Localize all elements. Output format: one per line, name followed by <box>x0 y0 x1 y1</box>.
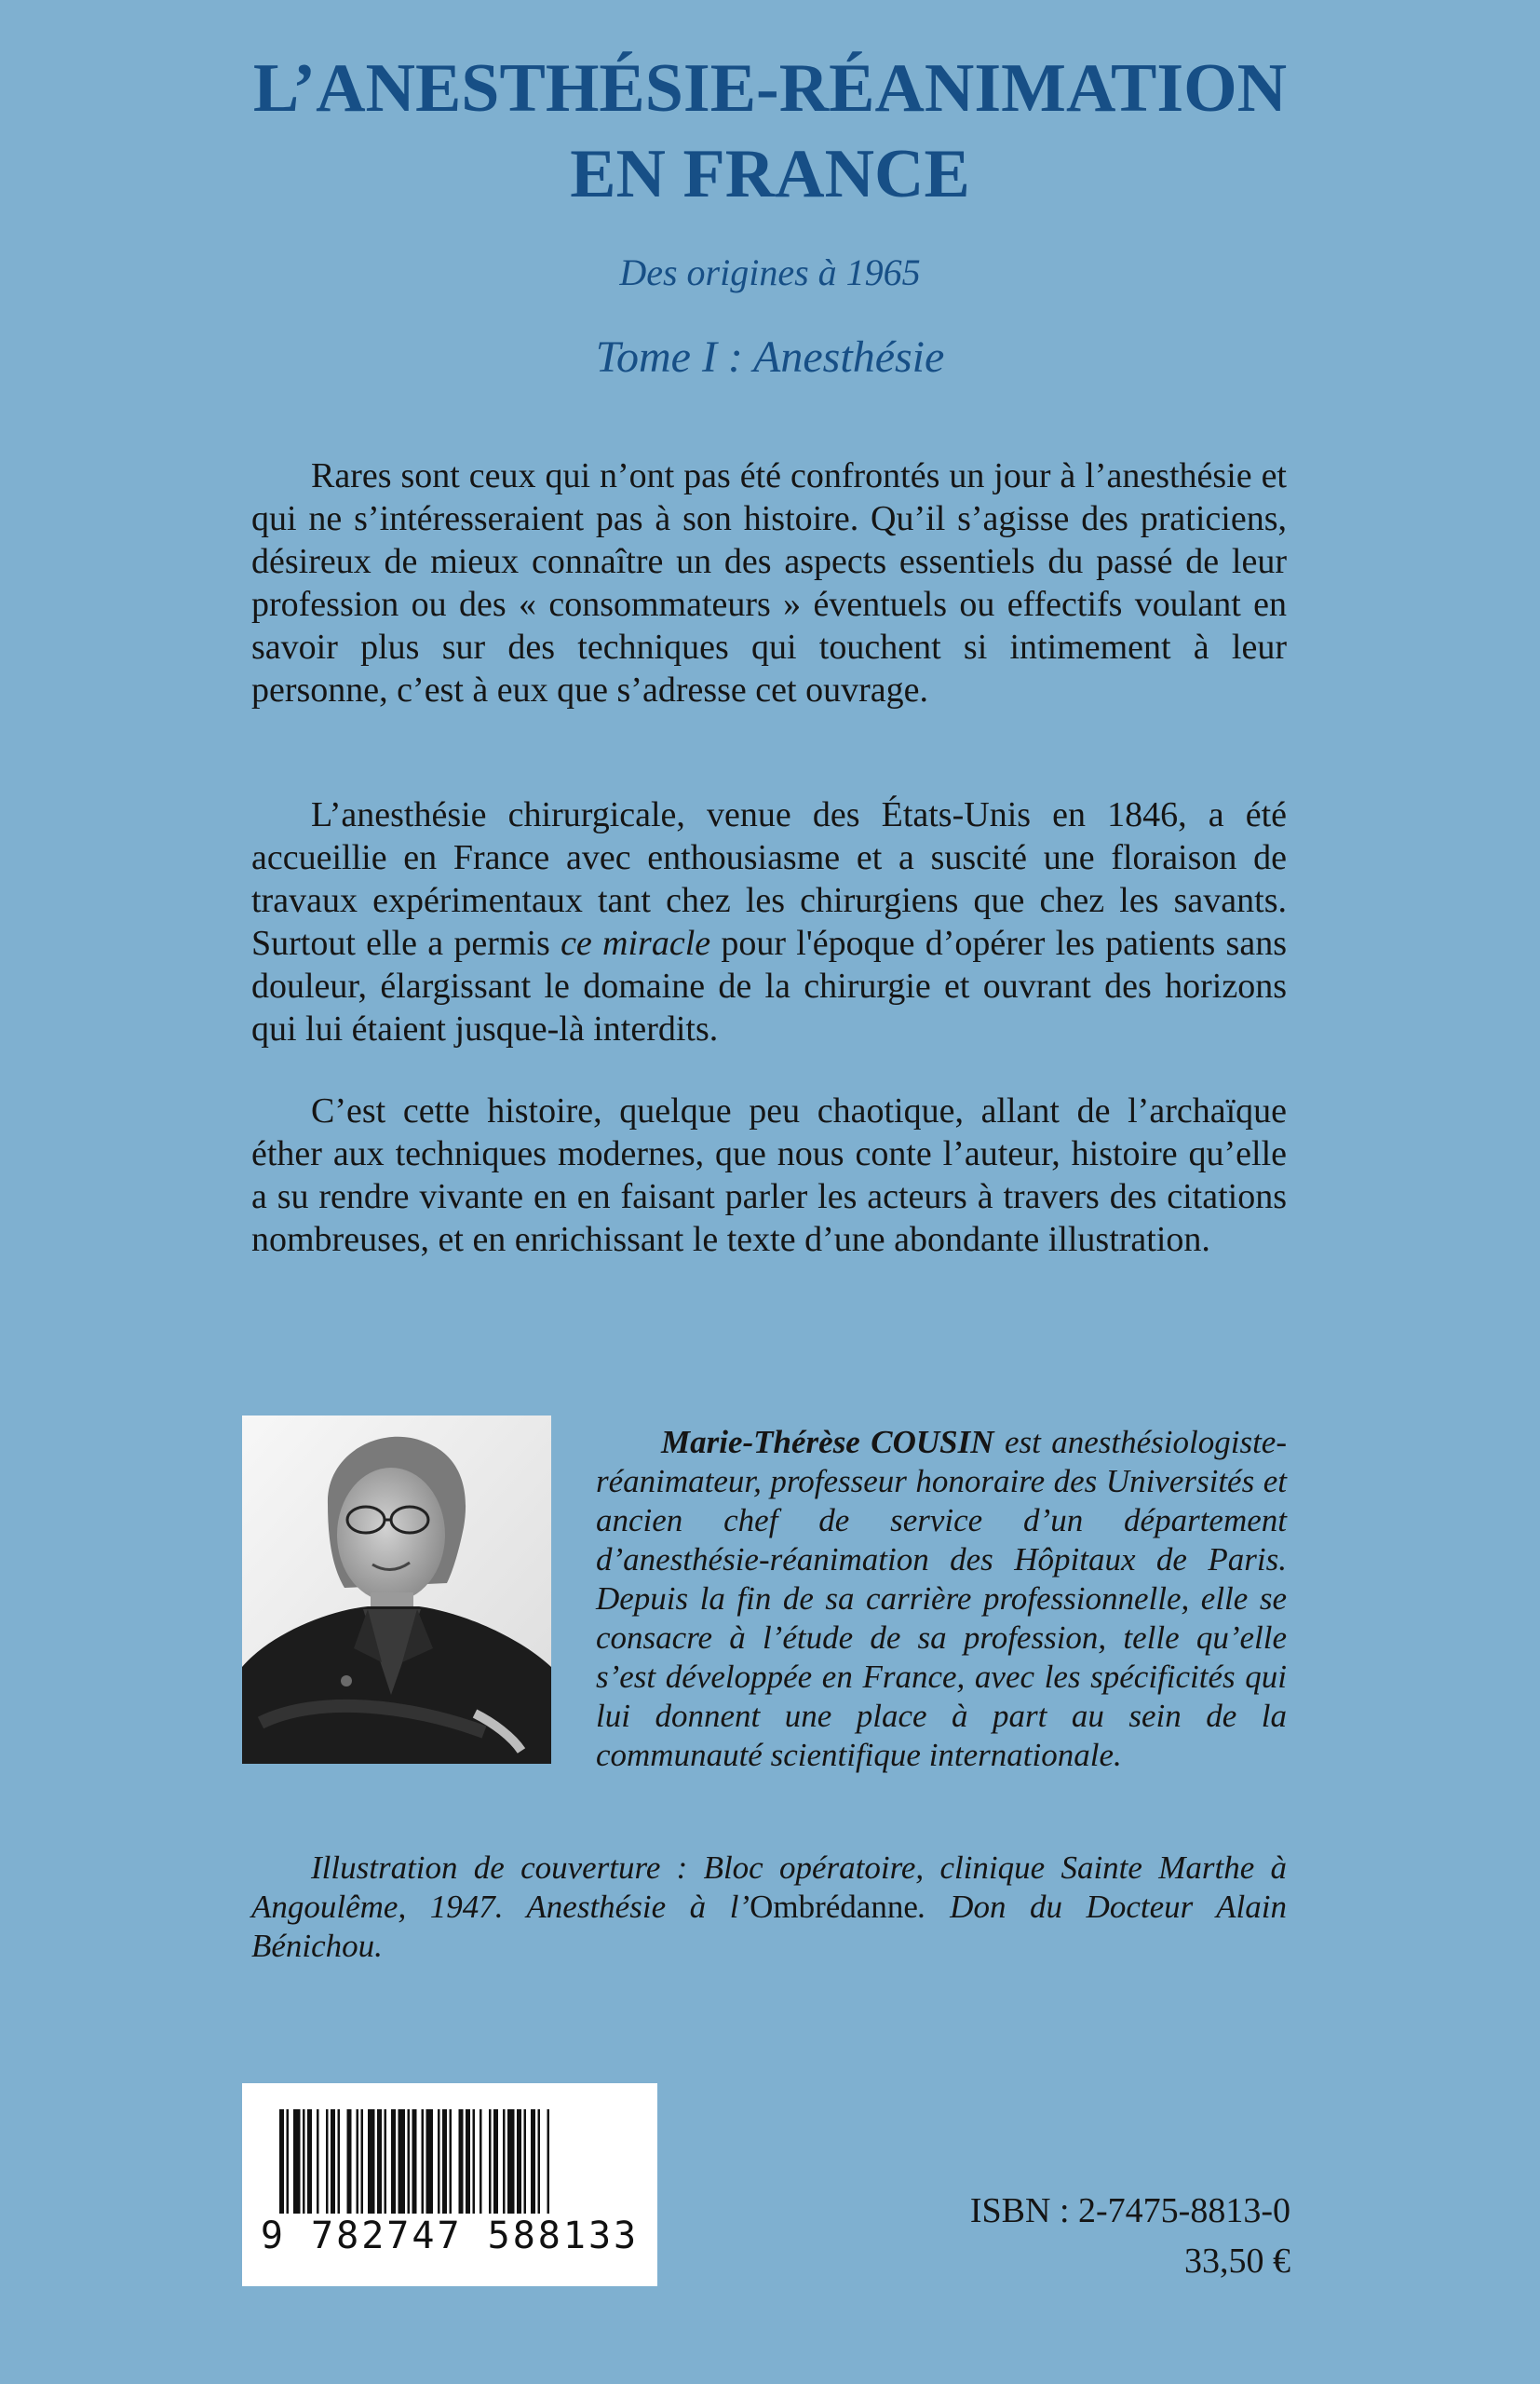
illustration-credit-text-b: . Don du Docteur Alain Bénichou. <box>251 1889 1287 1964</box>
title-line-2: EN FRANCE <box>570 136 970 212</box>
barcode-bar <box>442 2109 447 2214</box>
barcode-bar <box>538 2109 541 2214</box>
description-paragraph-3: C’est cette histoire, quelque peu chaotique, allant de l’archaïque éther aux techniques modernes, que nous conte l’auteur, histoire qu’elle a su rendre vivante en en faisant parler les acteurs à travers des citations nombreuses, et en enrichissant le texte d’une abondante illustration. <box>251 1091 1287 1259</box>
paragraph-2-italic: ce miracle <box>561 924 711 963</box>
barcode-bar <box>480 2109 482 2214</box>
barcode-bar <box>547 2109 550 2214</box>
title-line-1: L’ANESTHÉSIE-RÉANIMATION <box>252 50 1288 127</box>
description-paragraph-2 <box>251 793 1287 1050</box>
barcode-bar <box>391 2109 396 2214</box>
barcode-bar <box>438 2109 440 2214</box>
subtitle: Des origines à 1965 <box>619 251 921 293</box>
barcode-bar <box>357 2109 359 2214</box>
author-photo <box>242 1416 551 1764</box>
barcode-bar <box>503 2109 506 2214</box>
illustration-credit-text-a: Illustration de couverture : Bloc opératoire, clinique Sainte Marthe à Angoulême, 1947. Anesthésie à l’ <box>251 1849 1287 1925</box>
barcode-bar <box>489 2109 492 2214</box>
barcode-digits: 9 782747 588133 <box>260 2215 640 2257</box>
barcode-bar <box>293 2109 301 2214</box>
barcode-bar <box>385 2109 387 2214</box>
barcode-bar <box>303 2109 305 2214</box>
barcode-bar <box>408 2109 411 2214</box>
barcode-bar <box>493 2109 498 2214</box>
barcode-bar <box>377 2109 382 2214</box>
barcode-bar <box>347 2109 352 2214</box>
illustration-credit-roman: Ombrédanne <box>750 1889 918 1925</box>
barcode-bar <box>459 2109 464 2214</box>
barcode-bar <box>507 2109 515 2214</box>
paragraph-2-text-b: pour l'époque d’opérer les patients sans douleur, élargissant le domaine de la chirurgie et ouvrant des horizons qui lui étaient jusque-là interdits. <box>251 924 1288 1049</box>
author-portrait-image <box>242 1416 551 1764</box>
author-name: Marie-Thérèse COUSIN <box>661 1424 994 1460</box>
barcode-bar <box>422 2109 425 2214</box>
barcode-bar <box>412 2109 417 2214</box>
paragraph-2-text-a: L’anesthésie chirurgicale, venue des États-Unis en 1846, a été accueillie en France avec enthousiasme et a suscité une floraison de travaux expérimentaux tant chez les chirurgiens que chez les savants. Surtout elle a permis <box>251 795 1287 963</box>
barcode-bar <box>517 2109 521 2214</box>
barcode-bar <box>338 2109 341 2214</box>
tome-label: Tome I : Anesthésie <box>595 332 945 382</box>
barcode-bar <box>307 2109 312 2214</box>
barcode-bar <box>279 2109 284 2214</box>
author-bio <box>596 1423 1287 1775</box>
barcode-bar <box>531 2109 535 2214</box>
barcode <box>242 2083 657 2286</box>
isbn: ISBN : 2-7475-8813-0 <box>969 2191 1290 2230</box>
barcode-bar <box>331 2109 335 2214</box>
price: 33,50 € <box>1184 2242 1290 2281</box>
barcode-bar <box>473 2109 476 2214</box>
barcode-bar <box>317 2109 319 2214</box>
description-paragraph-1: Rares sont ceux qui n’ont pas été confrontés un jour à l’anesthésie et qui ne s’intéresseraient pas à son histoire. Qu’il s’agisse des praticiens, désireux de mieux connaître un des aspects essentiels du passé de leur profession ou des « consommateurs » éventuels ou effectifs voulant en savoir plus sur des techniques qui touchent si intimement à leur personne, c’est à eux que s’adresse cet ouvrage. <box>251 456 1287 710</box>
barcode-bar <box>450 2109 453 2214</box>
barcode-bar <box>361 2109 364 2214</box>
barcode-bar <box>466 2109 470 2214</box>
barcode-bar <box>287 2109 290 2214</box>
barcode-bar <box>524 2109 527 2214</box>
barcode-bar <box>399 2109 406 2214</box>
barcode-bar <box>326 2109 329 2214</box>
illustration-credit <box>251 1849 1287 1966</box>
barcode-bar <box>368 2109 375 2214</box>
author-bio-text: est anesthésiologiste-réanimateur, professeur honoraire des Universités et ancien chef de service d’un département d’anesthésie-réanimation des Hôpitaux de Paris. Depuis la fin de sa carrière professionnelle, elle se consacre à l’étude de sa profession, telle qu’elle s’est développée en France, avec les spécificités qui lui donnent une place à part au sein de la communauté scientifique internationale. <box>596 1424 1287 1773</box>
barcode-bar <box>426 2109 434 2214</box>
